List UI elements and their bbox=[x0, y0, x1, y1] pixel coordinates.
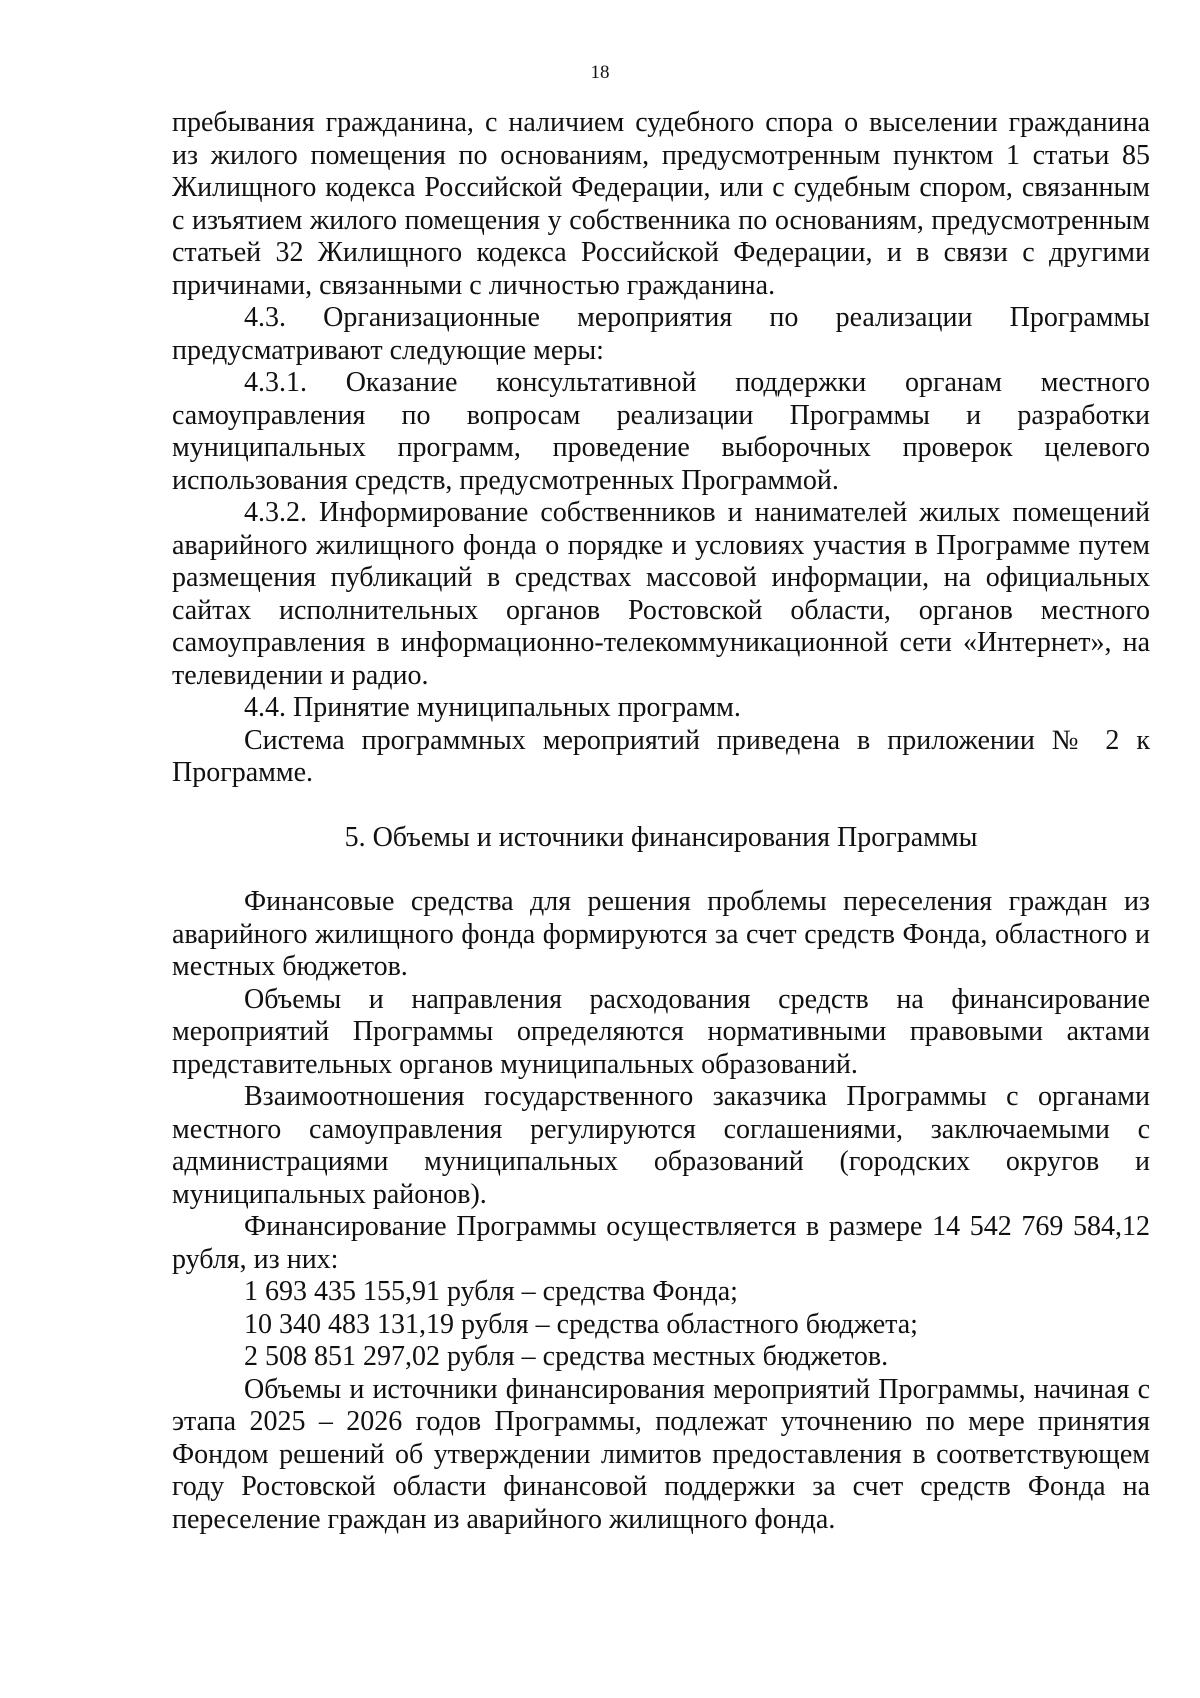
financing-item-fund: 1 693 435 155,91 рубля – средства Фонда; bbox=[244, 1276, 738, 1307]
document-body bbox=[172, 107, 1150, 1536]
paragraph-funds: Финансовые средства для решения проблемы переселения граждан из аварийного жилищного фонда формируются за счет средств Фонда, областного и местных бюджетов. bbox=[172, 886, 1150, 982]
paragraph-4-3-1: 4.3.1. Оказание консультативной поддержки органам местного самоуправления по вопросам реализации Программы и разработки муниципальных программ, проведение выборочных проверок целевого использования средств, предусмотренных Программой. bbox=[172, 367, 1150, 496]
paragraph-4-3-2: 4.3.2. Информирование собственников и нанимателей жилых помещений аварийного жилищного фонда о порядке и условиях участия в Программе путем размещения публикаций в средствах массовой информации, на официальных сайтах исполнительных органов Ростовской области, органов местного самоуправления в информационно-телекоммуникационной сети «Интернет», на телевидении и радио. bbox=[172, 497, 1150, 691]
paragraph-continuation: пребывания гражданина, с наличием судебного спора о выселении гражданина из жилого помещения по основаниям, предусмотренным пунктом 1 статьи 85 Жилищного кодекса Российской Федерации, или с судебным спором, связанным с изъятием жилого помещения у собственника по основаниям, предусмотренным статьей 32 Жилищного кодекса Российской Федерации, и в связи с другими причинами, связанными с личностью гражданина. bbox=[172, 107, 1150, 301]
financing-item-local: 2 508 851 297,02 рубля – средства местных бюджетов. bbox=[244, 1341, 889, 1372]
financing-item-regional: 10 340 483 131,19 рубля – средства областного бюджета; bbox=[244, 1308, 918, 1340]
paragraph-system: Система программных мероприятий приведена в приложении № 2 к Программе. bbox=[172, 724, 1150, 788]
paragraph-4-4: 4.4. Принятие муниципальных программ. bbox=[244, 692, 741, 723]
paragraph-financing-total: Финансирование Программы осуществляется в размере 14 542 769 584,12 рубля, из них: bbox=[172, 1211, 1150, 1275]
page-number: 18 bbox=[590, 62, 610, 83]
paragraph-relations: Взаимоотношения государственного заказчика Программы с органами местного самоуправления регулируются соглашениями, заключаемыми с администрациями муниципальных образований (городских округов и муниципальных районов). bbox=[172, 1081, 1150, 1210]
paragraph-clarification: Объемы и источники финансирования мероприятий Программы, начиная с этапа 2025 – 2026 годов Программы, подлежат уточнению по мере принятия Фондом решений об утверждении лимитов предоставления в соответствующем году Ростовской области финансовой поддержки за счет средств Фонда на переселение граждан из аварийного жилищного фонда. bbox=[172, 1373, 1150, 1535]
paragraph-4-3: 4.3. Организационные мероприятия по реализации Программы предусматривают следующие меры: bbox=[172, 302, 1150, 366]
section-heading: 5. Объемы и источники финансирования Программы bbox=[344, 821, 978, 853]
paragraph-volumes: Объемы и направления расходования средств на финансирование мероприятий Программы определяются нормативными правовыми актами представительных органов муниципальных образований. bbox=[172, 983, 1150, 1080]
